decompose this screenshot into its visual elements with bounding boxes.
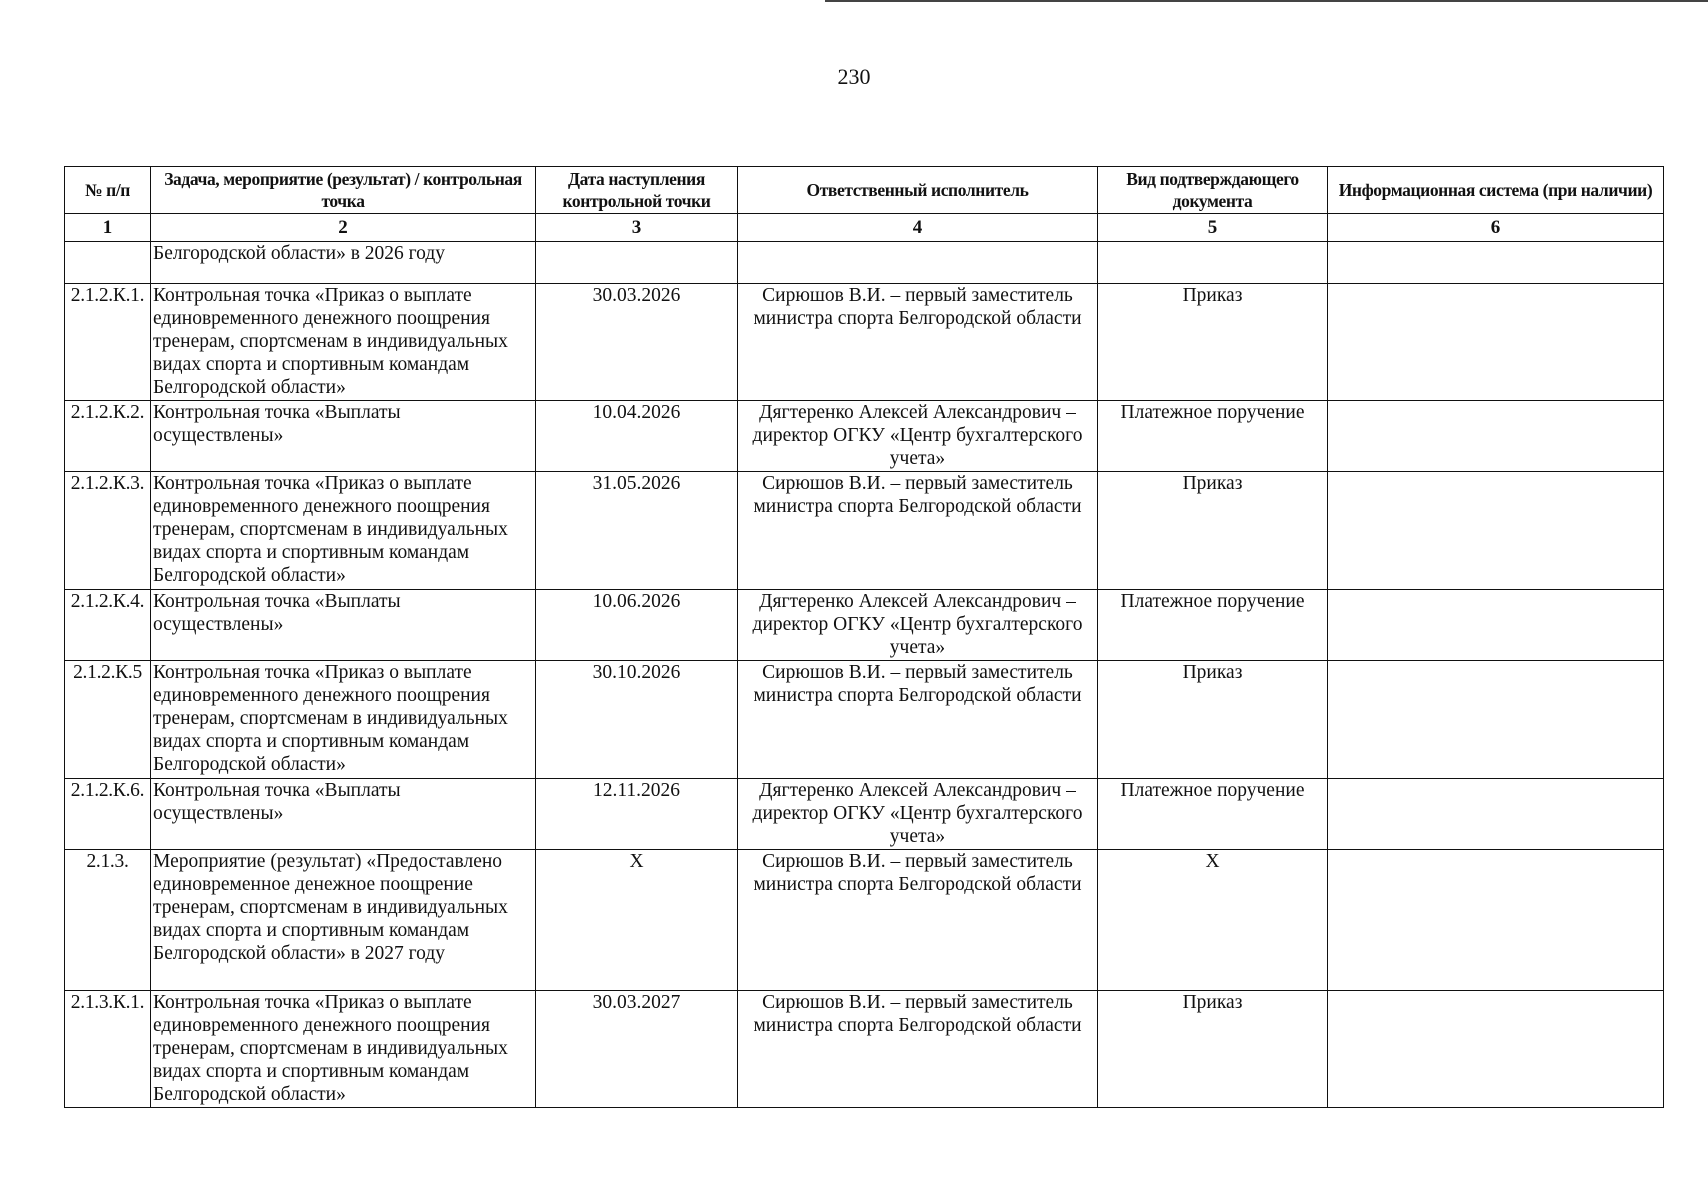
row-number: 2.1.2.К.3. bbox=[65, 472, 151, 590]
row-doc-type: Платежное поручение bbox=[1098, 779, 1328, 850]
header-date: Дата наступления контрольной точки bbox=[536, 167, 738, 214]
row-info-system bbox=[1328, 991, 1664, 1108]
header-num: № п/п bbox=[65, 167, 151, 214]
row-doc-type bbox=[1098, 242, 1328, 284]
table-header-row bbox=[65, 167, 1664, 214]
row-doc-type: Платежное поручение bbox=[1098, 401, 1328, 472]
column-number: 1 bbox=[65, 214, 151, 242]
top-rule bbox=[825, 0, 1708, 2]
row-info-system bbox=[1328, 779, 1664, 850]
row-task: Контрольная точка «Выплаты осуществлены» bbox=[151, 779, 536, 850]
table-row bbox=[65, 850, 1664, 991]
row-responsible: Дягтеренко Алексей Александрович – директор ОГКУ «Центр бухгалтерского учета» bbox=[738, 590, 1098, 661]
column-numbers-row bbox=[65, 214, 1664, 242]
row-responsible: Сирюшов В.И. – первый заместитель министра спорта Белгородской области bbox=[738, 472, 1098, 590]
header-doc-type: Вид подтверждающего документа bbox=[1098, 167, 1328, 214]
row-task: Контрольная точка «Выплаты осуществлены» bbox=[151, 401, 536, 472]
row-responsible: Сирюшов В.И. – первый заместитель министра спорта Белгородской области bbox=[738, 661, 1098, 779]
table-row bbox=[65, 284, 1664, 401]
row-doc-type: Х bbox=[1098, 850, 1328, 991]
table-row bbox=[65, 401, 1664, 472]
row-info-system bbox=[1328, 661, 1664, 779]
row-number: 2.1.2.К.1. bbox=[65, 284, 151, 401]
header-task: Задача, мероприятие (результат) / контрольная точка bbox=[151, 167, 536, 214]
row-task: Белгородской области» в 2026 году bbox=[151, 242, 536, 284]
row-info-system bbox=[1328, 242, 1664, 284]
row-date: 10.06.2026 bbox=[536, 590, 738, 661]
table-row bbox=[65, 779, 1664, 850]
row-date: 31.05.2026 bbox=[536, 472, 738, 590]
row-info-system bbox=[1328, 472, 1664, 590]
row-task: Контрольная точка «Приказ о выплате единовременного денежного поощрения тренерам, спортсменам в индивидуальных видах спорта и спортивным командам Белгородской области» bbox=[151, 661, 536, 779]
row-number: 2.1.2.К.4. bbox=[65, 590, 151, 661]
row-date: 12.11.2026 bbox=[536, 779, 738, 850]
table-row bbox=[65, 242, 1664, 284]
column-number: 3 bbox=[536, 214, 738, 242]
row-number: 2.1.2.К.6. bbox=[65, 779, 151, 850]
row-date: 10.04.2026 bbox=[536, 401, 738, 472]
row-task: Мероприятие (результат) «Предоставлено единовременное денежное поощрение тренерам, спортсменам в индивидуальных видах спорта и спортивным командам Белгородской области» в 2027 году bbox=[151, 850, 536, 991]
column-number: 5 bbox=[1098, 214, 1328, 242]
row-task: Контрольная точка «Выплаты осуществлены» bbox=[151, 590, 536, 661]
row-date: 30.03.2027 bbox=[536, 991, 738, 1108]
row-date: 30.10.2026 bbox=[536, 661, 738, 779]
row-number: 2.1.2.К.2. bbox=[65, 401, 151, 472]
column-number: 2 bbox=[151, 214, 536, 242]
row-task: Контрольная точка «Приказ о выплате единовременного денежного поощрения тренерам, спортсменам в индивидуальных видах спорта и спортивным командам Белгородской области» bbox=[151, 472, 536, 590]
row-date: Х bbox=[536, 850, 738, 991]
table-row bbox=[65, 590, 1664, 661]
row-doc-type: Платежное поручение bbox=[1098, 590, 1328, 661]
header-responsible: Ответственный исполнитель bbox=[738, 167, 1098, 214]
row-number: 2.1.3.К.1. bbox=[65, 991, 151, 1108]
row-info-system bbox=[1328, 590, 1664, 661]
row-number: 2.1.2.К.5 bbox=[65, 661, 151, 779]
row-task: Контрольная точка «Приказ о выплате единовременного денежного поощрения тренерам, спортсменам в индивидуальных видах спорта и спортивным командам Белгородской области» bbox=[151, 991, 536, 1108]
row-responsible: Дягтеренко Алексей Александрович – директор ОГКУ «Центр бухгалтерского учета» bbox=[738, 401, 1098, 472]
row-doc-type: Приказ bbox=[1098, 991, 1328, 1108]
column-number: 4 bbox=[738, 214, 1098, 242]
row-responsible: Сирюшов В.И. – первый заместитель министра спорта Белгородской области bbox=[738, 850, 1098, 991]
page-number: 230 bbox=[837, 64, 871, 89]
row-doc-type: Приказ bbox=[1098, 284, 1328, 401]
row-responsible: Сирюшов В.И. – первый заместитель министра спорта Белгородской области bbox=[738, 284, 1098, 401]
row-doc-type: Приказ bbox=[1098, 661, 1328, 779]
header-info-system: Информационная система (при наличии) bbox=[1328, 167, 1664, 214]
row-responsible: Сирюшов В.И. – первый заместитель министра спорта Белгородской области bbox=[738, 991, 1098, 1108]
row-responsible bbox=[738, 242, 1098, 284]
row-number bbox=[65, 242, 151, 284]
row-responsible: Дягтеренко Алексей Александрович – директор ОГКУ «Центр бухгалтерского учета» bbox=[738, 779, 1098, 850]
row-info-system bbox=[1328, 401, 1664, 472]
column-number: 6 bbox=[1328, 214, 1664, 242]
row-info-system bbox=[1328, 850, 1664, 991]
table-row bbox=[65, 991, 1664, 1108]
row-date bbox=[536, 242, 738, 284]
row-doc-type: Приказ bbox=[1098, 472, 1328, 590]
row-number: 2.1.3. bbox=[65, 850, 151, 991]
row-date: 30.03.2026 bbox=[536, 284, 738, 401]
row-task: Контрольная точка «Приказ о выплате единовременного денежного поощрения тренерам, спортсменам в индивидуальных видах спорта и спортивным командам Белгородской области» bbox=[151, 284, 536, 401]
plan-table bbox=[64, 166, 1664, 1108]
row-info-system bbox=[1328, 284, 1664, 401]
table-row bbox=[65, 661, 1664, 779]
table-row bbox=[65, 472, 1664, 590]
